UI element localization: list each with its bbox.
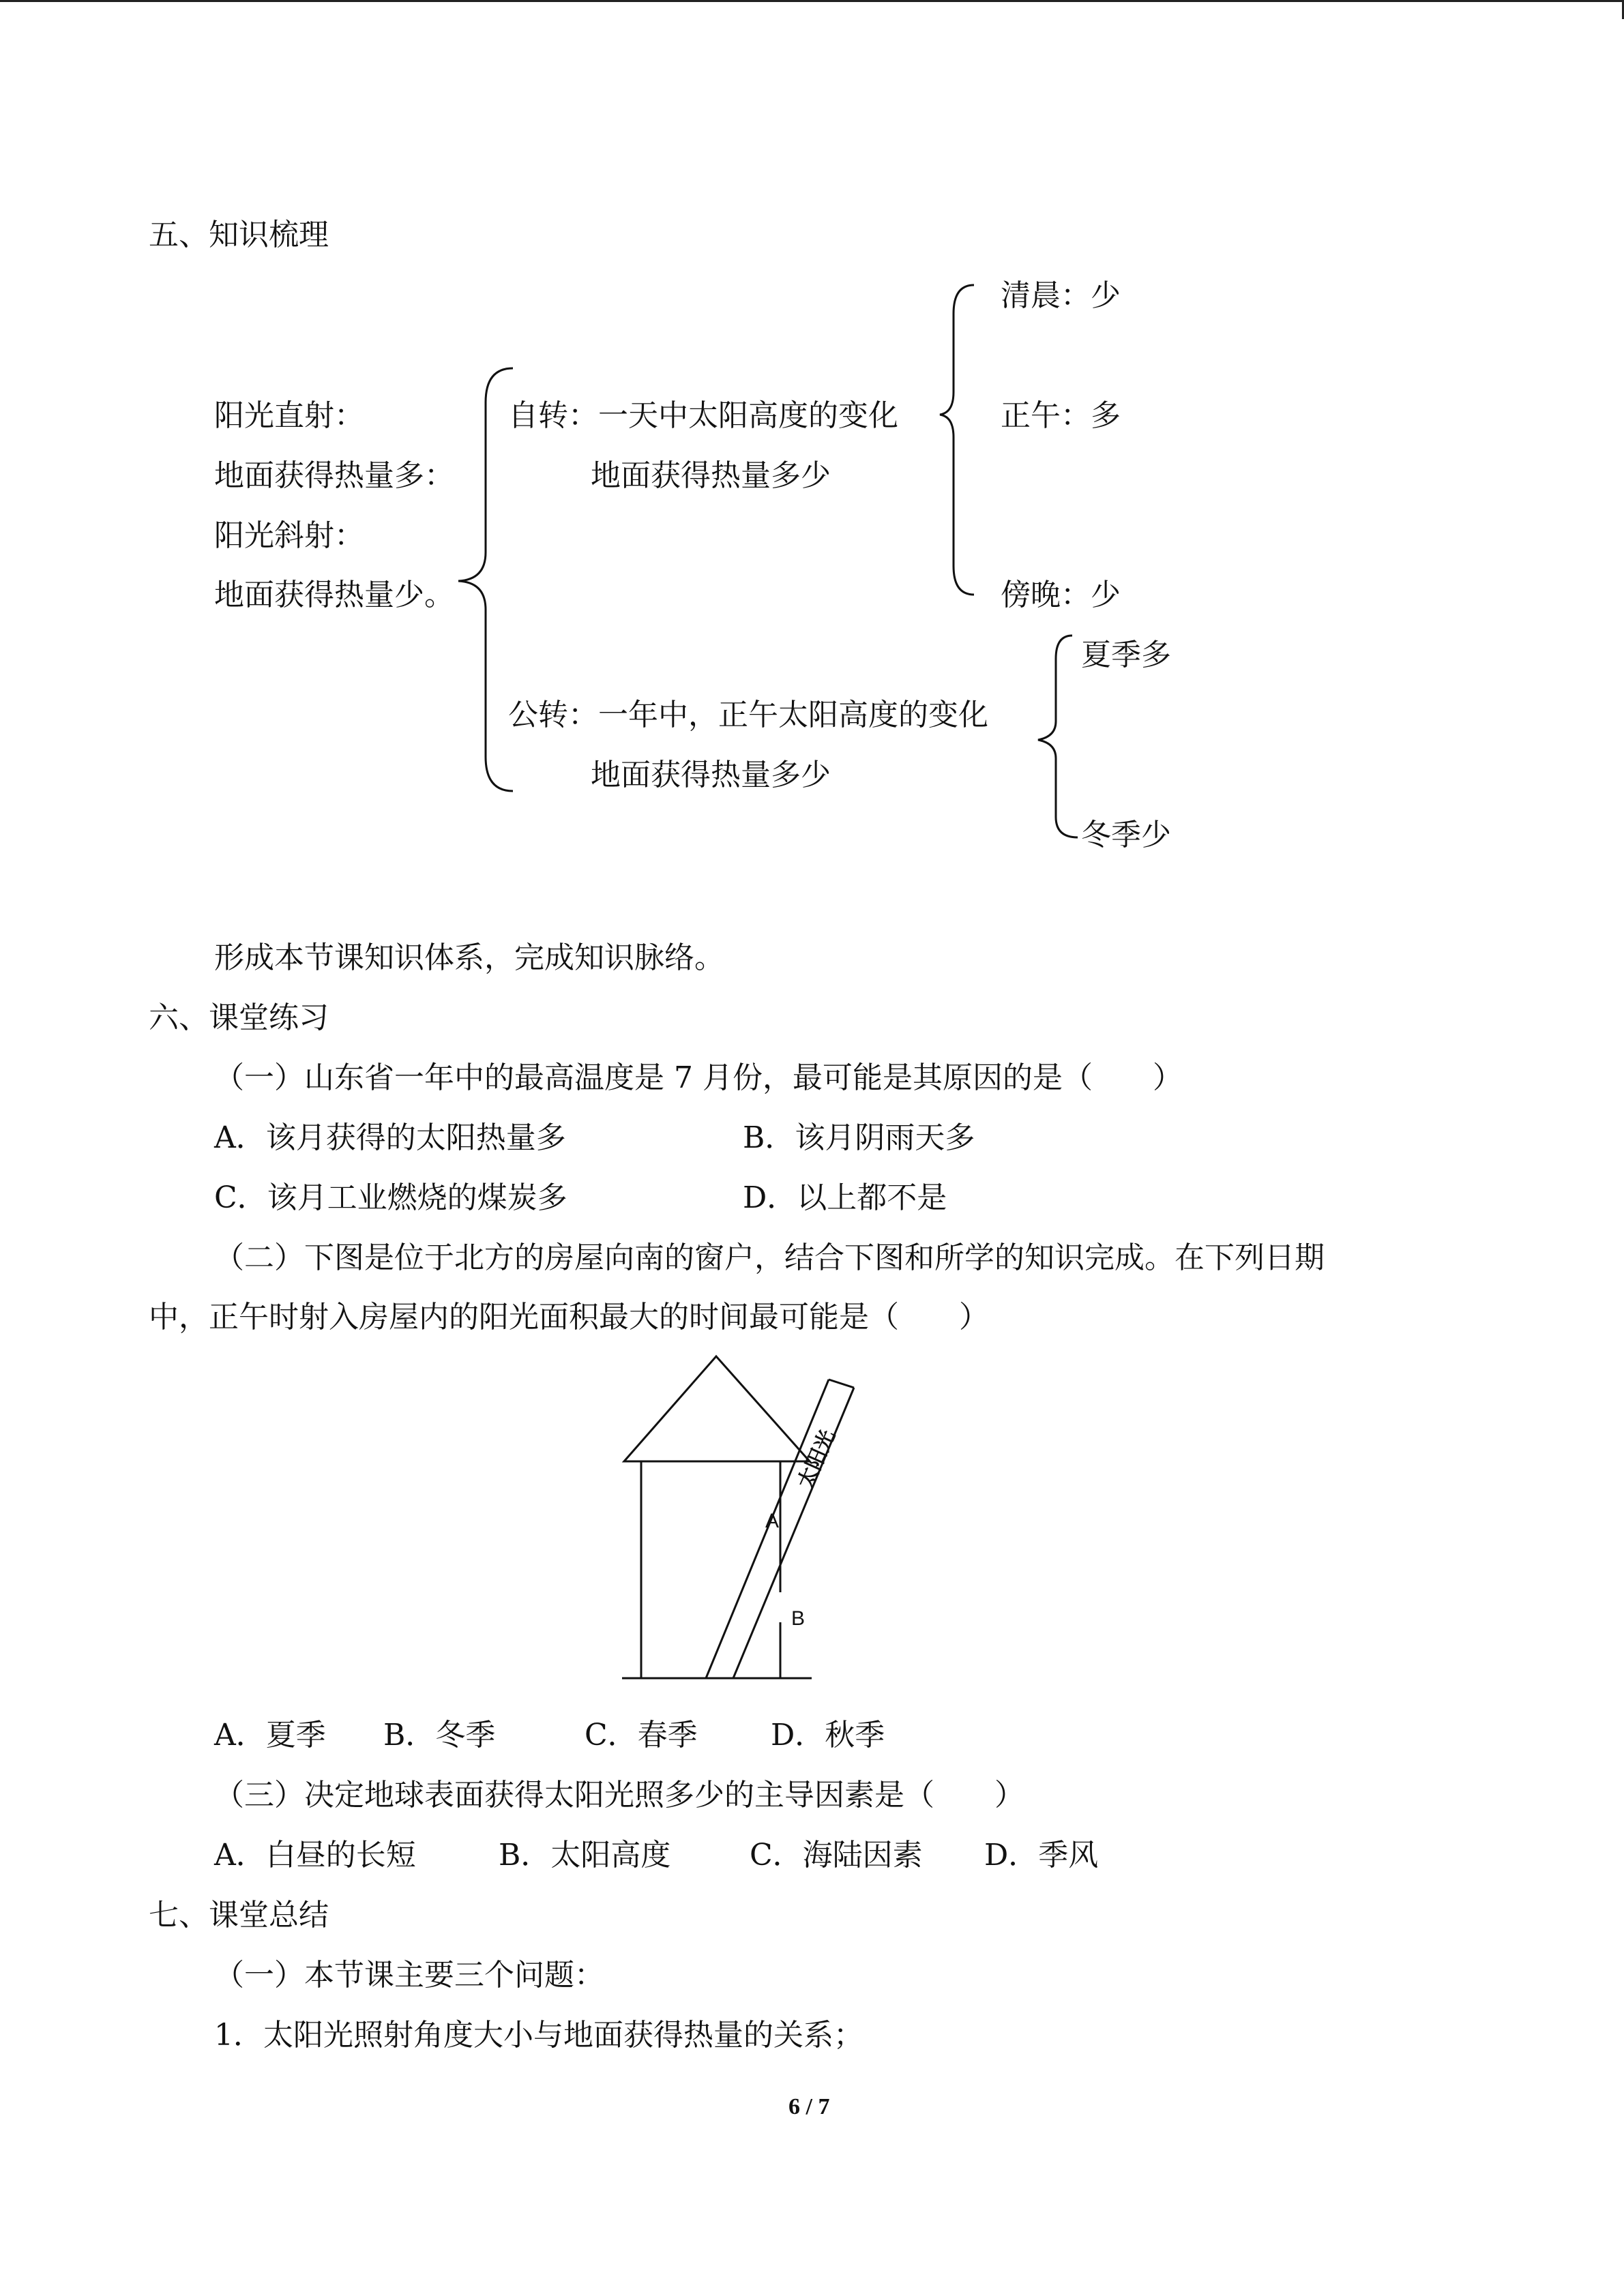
q3-option-c: C．海陆因素 (750, 1838, 923, 1873)
rotation-right-brace (940, 285, 974, 595)
sun-ray-top-cap (829, 1380, 854, 1388)
revolution-winter: 冬季少 (1081, 818, 1171, 852)
section7-intro: （一）本节课主要三个问题： (214, 1958, 604, 1993)
rotation-evening: 傍晚：少 (1001, 578, 1121, 612)
q2-option-b: B．冬季 (383, 1718, 496, 1753)
page-number: 6 / 7 (788, 2094, 830, 2119)
q1-stem: （一）山东省一年中的最高温度是 7 月份，最可能是其原因的是（ ） (214, 1060, 1183, 1095)
section7-heading: 七、课堂总结 (149, 1898, 329, 1933)
section7-item1: 1．太阳光照射角度大小与地面获得热量的关系； (214, 2018, 863, 2053)
q1-option-d: D．以上都不是 (743, 1180, 947, 1215)
q2-option-c: C．春季 (585, 1718, 698, 1753)
sun-label: 太阳光 (793, 1426, 840, 1493)
left-term-more-heat: 地面获得热量多： (214, 458, 454, 493)
section6-heading: 六、课堂练习 (149, 1000, 329, 1035)
rotation-label: 自转：一天中太阳高度的变化 (508, 398, 898, 433)
label-b: B (791, 1607, 806, 1630)
knowledge-brackets (0, 0, 1624, 886)
revolution-label: 公转：一年中，正午太阳高度的变化 (508, 698, 988, 732)
q1-option-a: A．该月获得的太阳热量多 (214, 1120, 566, 1155)
revolution-sub: 地面获得热量多少 (591, 758, 831, 792)
rotation-sub: 地面获得热量多少 (591, 458, 831, 493)
left-term-direct-sun: 阳光直射： (214, 398, 364, 433)
label-a: A (765, 1510, 780, 1532)
q3-option-d: D．季风 (984, 1838, 1099, 1873)
revolution-summer: 夏季多 (1081, 638, 1171, 672)
section5-heading: 五、知识梳理 (149, 218, 329, 252)
q1-option-b: B．该月阴雨天多 (743, 1120, 975, 1155)
q3-stem: （三）决定地球表面获得太阳光照多少的主导因素是（ ） (214, 1778, 1024, 1813)
left-term-less-heat: 地面获得热量少。 (214, 578, 454, 612)
rotation-noon: 正午：多 (1001, 398, 1121, 433)
left-term-oblique-sun: 阳光斜射： (214, 518, 364, 553)
revolution-right-brace (1038, 636, 1078, 837)
rotation-morning: 清晨：少 (1001, 278, 1121, 313)
q3-option-b: B．太阳高度 (499, 1838, 671, 1873)
house-roof (624, 1356, 810, 1461)
q2-stem-line1: （二）下图是位于北方的房屋向南的窗户，结合下图和所学的知识完成。在下列日期 (214, 1240, 1325, 1275)
section5-summary: 形成本节课知识体系，完成知识脉络。 (214, 940, 724, 975)
main-left-brace (458, 368, 513, 791)
house-window-figure (614, 1347, 859, 1688)
q2-option-d: D．秋季 (771, 1718, 885, 1753)
q2-option-a: A．夏季 (214, 1718, 326, 1753)
q3-option-a: A．白昼的长短 (214, 1838, 416, 1873)
q1-option-c: C．该月工业燃烧的煤炭多 (214, 1180, 567, 1215)
sun-ray-lower (733, 1388, 854, 1678)
q2-stem-line2: 中，正午时射入房屋内的阳光面积最大的时间最可能是（ ） (149, 1300, 989, 1335)
